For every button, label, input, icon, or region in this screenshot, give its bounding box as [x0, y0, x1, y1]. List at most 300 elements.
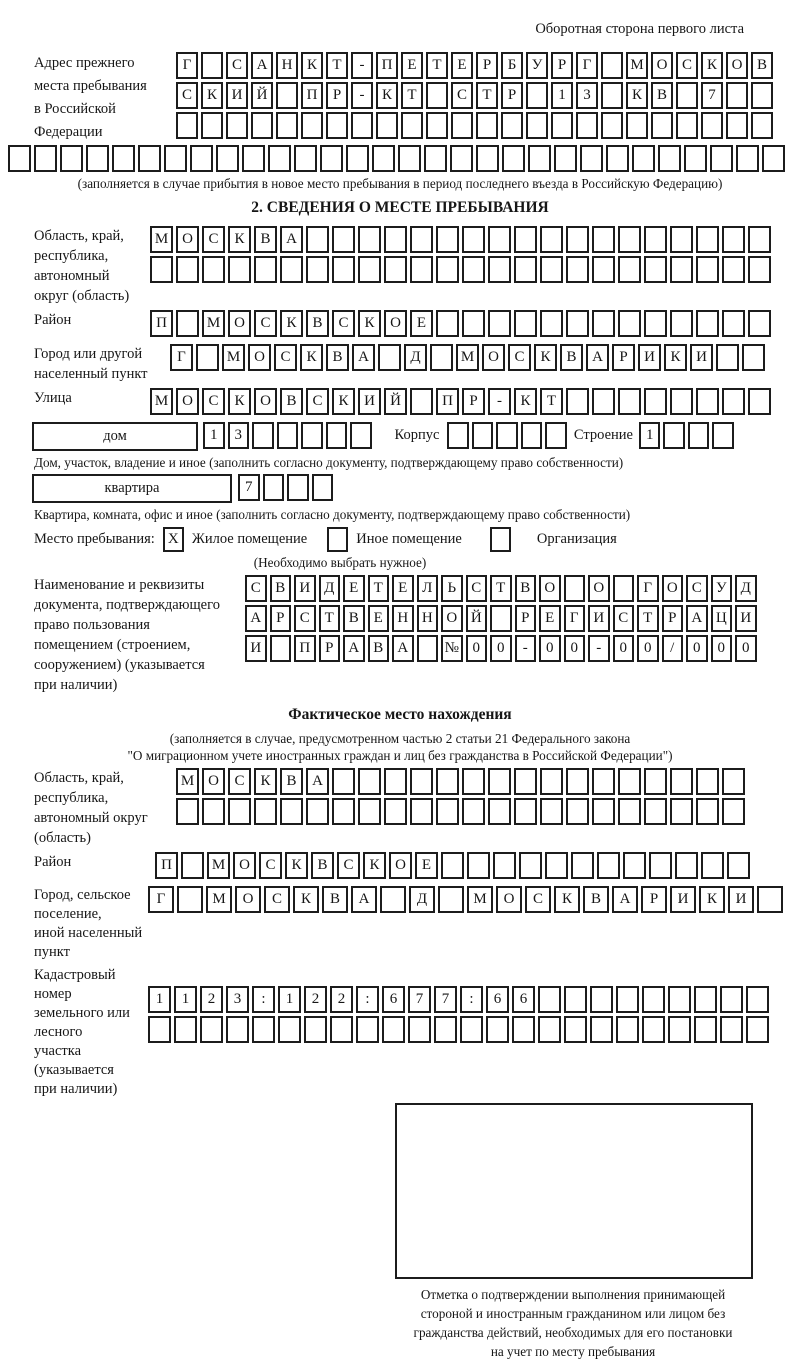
char-cell: С — [451, 82, 473, 109]
char-cell — [447, 422, 469, 449]
char-cell: К — [554, 886, 580, 913]
char-cell — [486, 1016, 509, 1043]
char-cell: С — [306, 388, 329, 415]
char-cell — [176, 798, 199, 825]
char-cell: Л — [417, 575, 439, 602]
char-cell — [746, 986, 769, 1013]
char-cell — [496, 422, 518, 449]
char-cell — [566, 388, 589, 415]
char-cell — [566, 768, 589, 795]
char-cell: У — [711, 575, 733, 602]
char-cell — [276, 82, 298, 109]
char-cell — [490, 605, 512, 632]
char-cell: О — [248, 344, 271, 371]
char-cell: У — [526, 52, 548, 79]
char-cell — [618, 310, 641, 337]
char-cell: Г — [576, 52, 598, 79]
char-cell: 0 — [711, 635, 733, 662]
char-cell — [424, 145, 447, 172]
char-cell: К — [701, 52, 723, 79]
char-cell — [330, 1016, 353, 1043]
char-cell: Г — [564, 605, 586, 632]
char-cell: К — [699, 886, 725, 913]
char-cell: В — [368, 635, 390, 662]
char-cell: М — [150, 226, 173, 253]
char-cell — [722, 256, 745, 283]
kvartira-row — [0, 474, 800, 504]
char-cell — [472, 422, 494, 449]
char-cell — [746, 1016, 769, 1043]
char-cell — [181, 852, 204, 879]
char-cell: В — [311, 852, 334, 879]
document-label: Наименование и реквизиты документа, подтверждающего право пользования помещением (строением, сооружением) (указывается при наличии) — [34, 577, 220, 693]
fact-title: Фактическое место нахождения — [288, 706, 512, 723]
char-cell: С — [176, 82, 198, 109]
prev-address-label: Адрес прежнего места пребывания в Российской Федерации — [34, 55, 147, 140]
char-cell: Т — [476, 82, 498, 109]
char-cell — [613, 575, 635, 602]
char-cell: - — [351, 52, 373, 79]
char-cell — [488, 226, 511, 253]
char-cell: О — [176, 388, 199, 415]
fact-raion-label: Район — [34, 854, 72, 870]
kvartira-box-label: квартира — [32, 474, 232, 503]
char-cell — [242, 145, 265, 172]
char-cell — [592, 256, 615, 283]
fact-oblast-field — [0, 768, 800, 848]
char-cell — [228, 256, 251, 283]
char-cell — [176, 112, 198, 139]
char-cell — [592, 310, 615, 337]
char-cell — [644, 388, 667, 415]
char-cell — [304, 1016, 327, 1043]
char-cell — [668, 1016, 691, 1043]
char-cell — [358, 256, 381, 283]
char-cell: А — [306, 768, 329, 795]
char-cell — [696, 768, 719, 795]
char-cell — [450, 145, 473, 172]
char-cell — [430, 344, 453, 371]
char-cell: К — [301, 52, 323, 79]
char-cell — [398, 145, 421, 172]
fact-gorod-row — [148, 886, 786, 913]
char-cell — [720, 1016, 743, 1043]
char-cell — [358, 798, 381, 825]
char-cell — [8, 145, 31, 172]
char-cell — [590, 1016, 613, 1043]
char-cell: К — [300, 344, 323, 371]
char-cell — [60, 145, 83, 172]
char-cell: Т — [326, 52, 348, 79]
char-cell — [712, 422, 734, 449]
char-cell: 7 — [238, 474, 260, 501]
char-cell — [436, 310, 459, 337]
char-cell — [676, 112, 698, 139]
char-cell — [436, 256, 459, 283]
organizatsiya-checkbox — [490, 527, 511, 552]
char-cell: : — [356, 986, 379, 1013]
char-cell: С — [294, 605, 316, 632]
char-cell: 3 — [576, 82, 598, 109]
char-cell — [757, 886, 783, 913]
char-cell: П — [150, 310, 173, 337]
char-cell — [514, 226, 537, 253]
char-cell — [138, 145, 161, 172]
char-cell — [644, 226, 667, 253]
char-cell — [748, 256, 771, 283]
char-cell — [592, 768, 615, 795]
char-cell: М — [456, 344, 479, 371]
char-cell — [150, 256, 173, 283]
char-cell: С — [613, 605, 635, 632]
char-cell — [519, 852, 542, 879]
char-cell — [540, 798, 563, 825]
char-cell — [722, 226, 745, 253]
char-cell — [726, 112, 748, 139]
prev-address-section — [0, 52, 800, 192]
char-cell: Т — [637, 605, 659, 632]
char-cell — [618, 768, 641, 795]
char-cell — [716, 344, 739, 371]
char-cell: Б — [501, 52, 523, 79]
char-cell — [306, 226, 329, 253]
char-cell — [696, 388, 719, 415]
char-cell: 1 — [203, 422, 225, 449]
char-cell — [174, 1016, 197, 1043]
dom-number-cells — [203, 422, 375, 449]
char-cell — [748, 388, 771, 415]
char-cell — [251, 112, 273, 139]
char-cell: А — [245, 605, 267, 632]
char-cell — [326, 112, 348, 139]
char-cell — [623, 852, 646, 879]
char-cell — [268, 145, 291, 172]
char-cell: С — [254, 310, 277, 337]
char-cell — [720, 986, 743, 1013]
char-cell — [651, 112, 673, 139]
page-header: Оборотная сторона первого листа — [535, 21, 744, 37]
char-cell — [462, 768, 485, 795]
char-cell — [384, 256, 407, 283]
char-cell: К — [201, 82, 223, 109]
char-cell: О — [726, 52, 748, 79]
char-cell — [606, 145, 629, 172]
mesto-note: (Необходимо выбрать нужное) — [253, 555, 427, 570]
char-cell — [632, 145, 655, 172]
char-cell: С — [676, 52, 698, 79]
char-cell — [626, 112, 648, 139]
char-cell: Е — [410, 310, 433, 337]
char-cell — [410, 226, 433, 253]
char-cell — [670, 768, 693, 795]
char-cell: А — [686, 605, 708, 632]
char-cell: 7 — [434, 986, 457, 1013]
char-cell: С — [245, 575, 267, 602]
char-cell — [696, 310, 719, 337]
char-cell: Р — [462, 388, 485, 415]
char-cell — [571, 852, 594, 879]
char-cell — [301, 112, 323, 139]
char-cell — [410, 256, 433, 283]
char-cell — [670, 310, 693, 337]
char-cell — [332, 226, 355, 253]
char-cell: Е — [415, 852, 438, 879]
char-cell: 6 — [512, 986, 535, 1013]
char-cell — [201, 112, 223, 139]
char-cell — [538, 986, 561, 1013]
char-cell — [384, 226, 407, 253]
char-cell: А — [612, 886, 638, 913]
char-cell — [252, 422, 274, 449]
char-cell: В — [343, 605, 365, 632]
char-cell — [658, 145, 681, 172]
char-cell — [476, 112, 498, 139]
char-cell — [254, 256, 277, 283]
char-cell: С — [337, 852, 360, 879]
char-cell: Р — [662, 605, 684, 632]
char-cell — [226, 112, 248, 139]
char-cell: 6 — [486, 986, 509, 1013]
confirmation-stamp-box — [395, 1103, 753, 1279]
char-cell — [545, 422, 567, 449]
char-cell — [616, 1016, 639, 1043]
char-cell: С — [508, 344, 531, 371]
char-cell — [701, 112, 723, 139]
char-cell: К — [285, 852, 308, 879]
char-cell: С — [332, 310, 355, 337]
char-cell: Г — [170, 344, 193, 371]
char-cell — [190, 145, 213, 172]
organizatsiya-option-label: Организация — [536, 531, 617, 547]
char-cell: Д — [404, 344, 427, 371]
char-cell: 6 — [382, 986, 405, 1013]
ulitsa-row — [150, 388, 774, 415]
char-cell: К — [363, 852, 386, 879]
char-cell: С — [202, 226, 225, 253]
char-cell: 0 — [686, 635, 708, 662]
char-cell — [592, 388, 615, 415]
char-cell — [688, 422, 710, 449]
char-cell — [554, 145, 577, 172]
char-cell — [176, 310, 199, 337]
gorod-label: Город или другой населенный пункт — [34, 346, 148, 382]
char-cell: Р — [476, 52, 498, 79]
char-cell — [727, 852, 750, 879]
char-cell — [462, 310, 485, 337]
char-cell — [722, 388, 745, 415]
char-cell — [675, 852, 698, 879]
char-cell: О — [233, 852, 256, 879]
char-cell: / — [662, 635, 684, 662]
char-cell: Т — [426, 52, 448, 79]
char-cell — [514, 256, 537, 283]
char-cell — [668, 986, 691, 1013]
dom-note: Дом, участок, владение и иное (заполнить согласно документу, подтверждающему право собственности) — [34, 455, 624, 470]
char-cell: С — [274, 344, 297, 371]
char-cell: С — [259, 852, 282, 879]
char-cell: С — [226, 52, 248, 79]
stamp-caption: Отметка о подтверждении выполнения принимающей стороной и иностранным гражданином или лицом без гражданства действий, необходимых для его постановки на учет по месту пребывания — [413, 1287, 733, 1359]
char-cell: Д — [319, 575, 341, 602]
char-cell: В — [515, 575, 537, 602]
char-cell — [202, 798, 225, 825]
char-cell — [351, 112, 373, 139]
oblast-field — [0, 226, 800, 306]
char-cell: П — [301, 82, 323, 109]
char-cell — [592, 226, 615, 253]
char-cell: К — [254, 768, 277, 795]
char-cell: № — [441, 635, 463, 662]
char-cell: Р — [326, 82, 348, 109]
char-cell: О — [496, 886, 522, 913]
char-cell: 1 — [639, 422, 661, 449]
char-cell — [441, 852, 464, 879]
char-cell — [618, 256, 641, 283]
char-cell: И — [690, 344, 713, 371]
char-cell — [540, 768, 563, 795]
char-cell: М — [202, 310, 225, 337]
char-cell — [580, 145, 603, 172]
char-cell: Д — [735, 575, 757, 602]
zhiloe-checkbox: X — [163, 527, 184, 552]
char-cell — [201, 52, 223, 79]
char-cell — [462, 226, 485, 253]
char-cell: М — [206, 886, 232, 913]
char-cell — [540, 226, 563, 253]
char-cell — [460, 1016, 483, 1043]
char-cell: 7 — [701, 82, 723, 109]
char-cell — [566, 226, 589, 253]
char-cell: 2 — [330, 986, 353, 1013]
char-cell: В — [326, 344, 349, 371]
char-cell — [372, 145, 395, 172]
char-cell: 2 — [200, 986, 223, 1013]
gorod-row — [170, 344, 768, 371]
char-cell — [642, 986, 665, 1013]
char-cell: 0 — [539, 635, 561, 662]
char-cell — [254, 798, 277, 825]
char-cell — [502, 145, 525, 172]
document-row-2 — [245, 605, 760, 632]
char-cell — [378, 344, 401, 371]
dom-row — [0, 422, 800, 452]
char-cell: В — [583, 886, 609, 913]
char-cell — [722, 768, 745, 795]
char-cell — [597, 852, 620, 879]
char-cell — [332, 256, 355, 283]
oblast-row-1 — [150, 226, 774, 253]
oblast-row-2 — [150, 256, 774, 283]
char-cell — [521, 422, 543, 449]
char-cell: 1 — [174, 986, 197, 1013]
prev-address-row-1 — [176, 52, 776, 79]
char-cell — [358, 226, 381, 253]
document-row-1 — [245, 575, 760, 602]
char-cell: М — [222, 344, 245, 371]
char-cell — [618, 226, 641, 253]
kvartira-note: Квартира, комната, офис и иное (заполнить согласно документу, подтверждающему право собственности) — [34, 507, 631, 522]
char-cell — [751, 112, 773, 139]
char-cell — [644, 768, 667, 795]
char-cell: Е — [401, 52, 423, 79]
char-cell: С — [202, 388, 225, 415]
char-cell: С — [525, 886, 551, 913]
char-cell: Р — [515, 605, 537, 632]
char-cell — [294, 145, 317, 172]
char-cell — [401, 112, 423, 139]
char-cell: Т — [319, 605, 341, 632]
char-cell: Р — [270, 605, 292, 632]
char-cell: С — [686, 575, 708, 602]
char-cell — [112, 145, 135, 172]
char-cell — [410, 768, 433, 795]
char-cell — [462, 256, 485, 283]
char-cell — [384, 798, 407, 825]
char-cell: 0 — [564, 635, 586, 662]
char-cell: О — [441, 605, 463, 632]
char-cell: К — [293, 886, 319, 913]
char-cell — [280, 798, 303, 825]
char-cell — [748, 310, 771, 337]
char-cell — [176, 256, 199, 283]
char-cell — [34, 145, 57, 172]
char-cell — [438, 886, 464, 913]
char-cell — [426, 112, 448, 139]
char-cell: П — [376, 52, 398, 79]
char-cell — [346, 145, 369, 172]
prev-address-note: (заполняется в случае прибытия в новое место пребывания в период последнего въезда в Российскую Федерацию) — [77, 176, 723, 191]
char-cell — [488, 310, 511, 337]
char-cell — [426, 82, 448, 109]
char-cell: Г — [637, 575, 659, 602]
char-cell: О — [651, 52, 673, 79]
char-cell: А — [352, 344, 375, 371]
char-cell — [280, 256, 303, 283]
char-cell: Р — [551, 52, 573, 79]
char-cell: 0 — [735, 635, 757, 662]
char-cell — [514, 310, 537, 337]
char-cell — [306, 798, 329, 825]
char-cell — [356, 1016, 379, 1043]
char-cell — [376, 112, 398, 139]
raion-field — [0, 310, 800, 340]
char-cell — [545, 852, 568, 879]
char-cell — [228, 798, 251, 825]
fact-oblast-row-2 — [176, 798, 748, 825]
char-cell: Г — [148, 886, 174, 913]
char-cell — [590, 986, 613, 1013]
char-cell — [467, 852, 490, 879]
char-cell — [538, 1016, 561, 1043]
char-cell: 2 — [304, 986, 327, 1013]
char-cell: Е — [368, 605, 390, 632]
char-cell — [512, 1016, 535, 1043]
char-cell: Й — [251, 82, 273, 109]
char-cell — [514, 798, 537, 825]
char-cell — [618, 388, 641, 415]
kadastr-field — [0, 966, 800, 1099]
char-cell — [306, 256, 329, 283]
prev-address-row-2 — [176, 82, 776, 109]
char-cell — [252, 1016, 275, 1043]
char-cell: 1 — [148, 986, 171, 1013]
char-cell — [696, 226, 719, 253]
char-cell: В — [270, 575, 292, 602]
char-cell: Т — [540, 388, 563, 415]
char-cell: И — [588, 605, 610, 632]
char-cell: О — [662, 575, 684, 602]
char-cell — [410, 388, 433, 415]
